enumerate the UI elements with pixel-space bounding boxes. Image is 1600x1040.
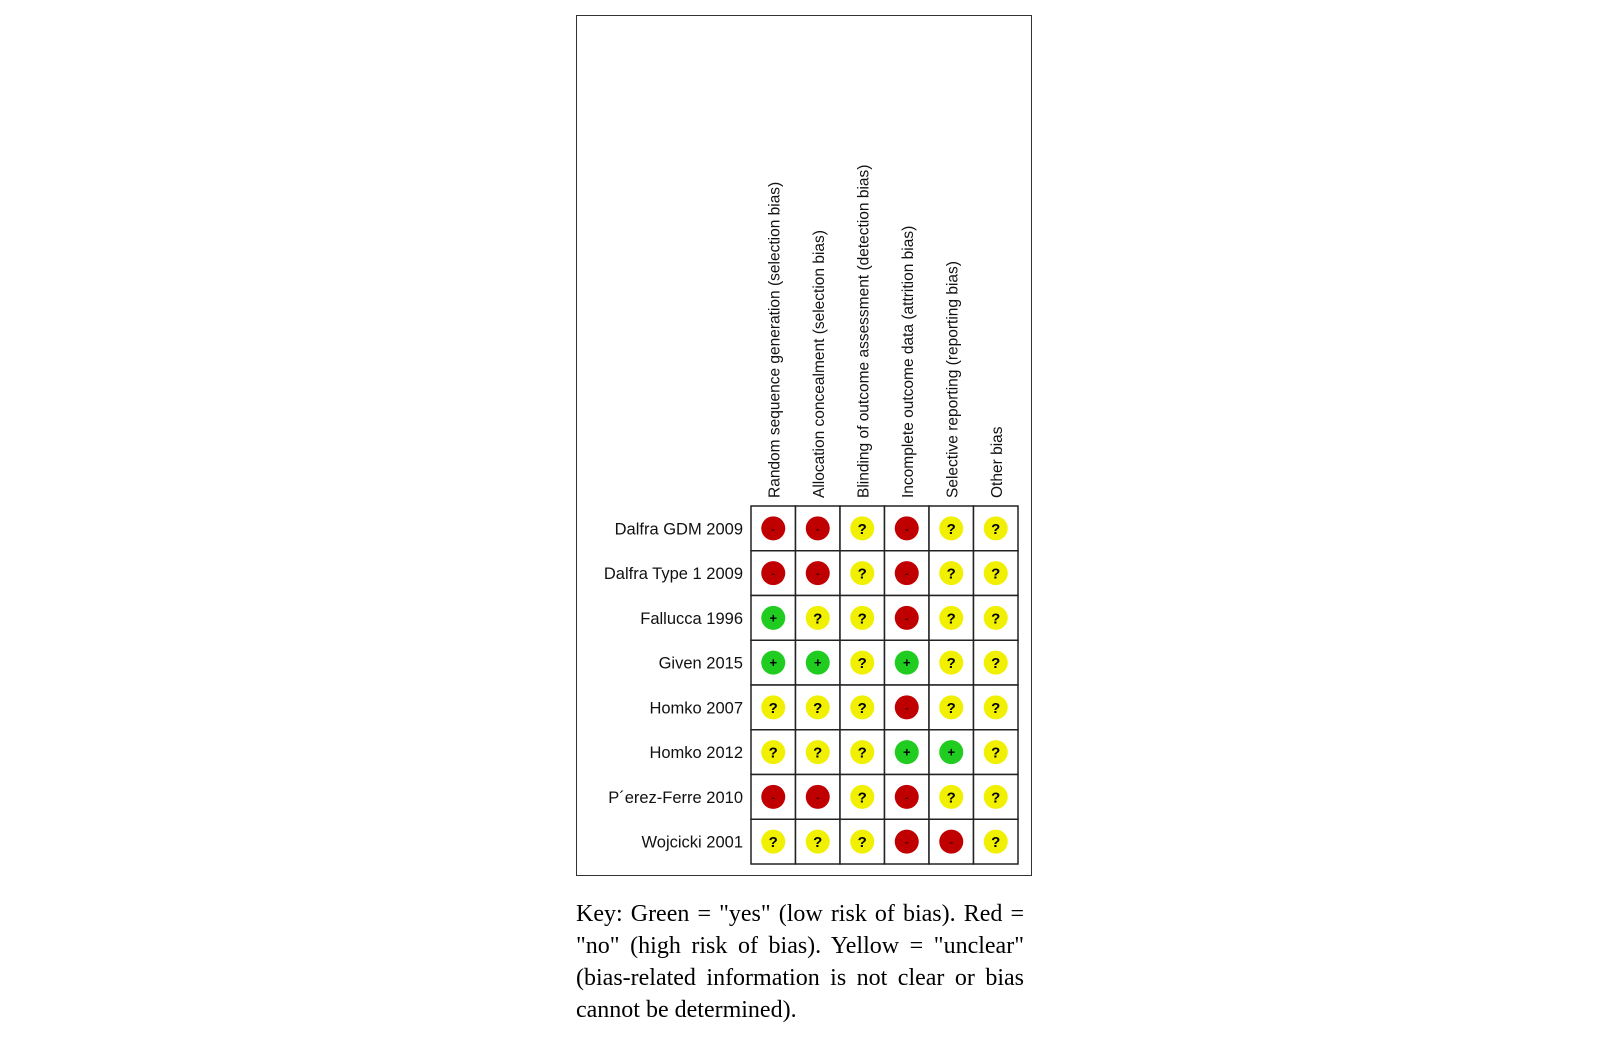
unclear-risk-symbol: ? bbox=[946, 655, 956, 673]
unclear-risk-symbol: ? bbox=[813, 834, 823, 852]
unclear-risk-symbol: ? bbox=[991, 565, 1001, 583]
unclear-risk-symbol: ? bbox=[946, 699, 956, 717]
unclear-risk-symbol: ? bbox=[991, 744, 1001, 762]
unclear-risk-symbol: ? bbox=[857, 744, 867, 762]
figure-caption: Key: Green = "yes" (low risk of bias). Red = "no" (high risk of bias). Yellow = "unclear" (bias-related information is not clear or bias cannot be determined). bbox=[576, 901, 1024, 1023]
high-risk-symbol: - bbox=[771, 791, 776, 804]
high-risk-symbol: - bbox=[815, 523, 820, 536]
unclear-risk-symbol: ? bbox=[857, 610, 867, 628]
unclear-risk-symbol: ? bbox=[946, 520, 956, 538]
domain-header: Random sequence generation (selection bias) bbox=[766, 181, 784, 498]
study-label: Dalfra GDM 2009 bbox=[614, 520, 743, 539]
domain-header: Blinding of outcome assessment (detection bias) bbox=[855, 164, 873, 498]
unclear-risk-symbol: ? bbox=[768, 744, 778, 762]
high-risk-symbol: - bbox=[771, 523, 776, 536]
domain-header: Allocation concealment (selection bias) bbox=[810, 230, 828, 498]
unclear-risk-symbol: ? bbox=[857, 520, 867, 538]
low-risk-symbol: + bbox=[947, 744, 956, 760]
high-risk-symbol: - bbox=[815, 791, 820, 804]
unclear-risk-symbol: ? bbox=[991, 520, 1001, 538]
high-risk-symbol: - bbox=[949, 836, 954, 849]
low-risk-symbol: + bbox=[769, 655, 778, 671]
domain-header: Selective reporting (reporting bias) bbox=[944, 261, 962, 498]
unclear-risk-symbol: ? bbox=[768, 699, 778, 717]
high-risk-symbol: - bbox=[771, 568, 776, 581]
low-risk-symbol: + bbox=[902, 655, 911, 671]
unclear-risk-symbol: ? bbox=[991, 834, 1001, 852]
study-label: Homko 2012 bbox=[649, 744, 743, 763]
unclear-risk-symbol: ? bbox=[946, 610, 956, 628]
unclear-risk-symbol: ? bbox=[768, 834, 778, 852]
low-risk-symbol: + bbox=[813, 655, 822, 671]
unclear-risk-symbol: ? bbox=[813, 699, 823, 717]
low-risk-symbol: + bbox=[902, 744, 911, 760]
high-risk-symbol: - bbox=[904, 791, 909, 804]
study-label: Homko 2007 bbox=[649, 699, 743, 718]
unclear-risk-symbol: ? bbox=[991, 655, 1001, 673]
unclear-risk-symbol: ? bbox=[991, 699, 1001, 717]
high-risk-symbol: - bbox=[904, 836, 909, 849]
high-risk-symbol: - bbox=[904, 702, 909, 715]
low-risk-symbol: + bbox=[769, 610, 778, 626]
domain-header: Incomplete outcome data (attrition bias) bbox=[899, 225, 917, 498]
unclear-risk-symbol: ? bbox=[857, 699, 867, 717]
unclear-risk-symbol: ? bbox=[991, 610, 1001, 628]
unclear-risk-symbol: ? bbox=[857, 565, 867, 583]
study-label: Given 2015 bbox=[658, 654, 743, 673]
unclear-risk-symbol: ? bbox=[991, 789, 1001, 807]
study-label: P´erez-Ferre 2010 bbox=[608, 788, 743, 807]
high-risk-symbol: - bbox=[904, 568, 909, 581]
unclear-risk-symbol: ? bbox=[857, 789, 867, 807]
study-label: Dalfra Type 1 2009 bbox=[603, 565, 743, 584]
high-risk-symbol: - bbox=[904, 612, 909, 625]
study-label: Fallucca 1996 bbox=[640, 609, 743, 628]
unclear-risk-symbol: ? bbox=[946, 789, 956, 807]
unclear-risk-symbol: ? bbox=[857, 655, 867, 673]
domain-header: Other bias bbox=[988, 426, 1006, 498]
unclear-risk-symbol: ? bbox=[857, 834, 867, 852]
high-risk-symbol: - bbox=[904, 523, 909, 536]
unclear-risk-symbol: ? bbox=[813, 744, 823, 762]
high-risk-symbol: - bbox=[815, 568, 820, 581]
study-label: Wojcicki 2001 bbox=[641, 833, 743, 852]
unclear-risk-symbol: ? bbox=[813, 610, 823, 628]
unclear-risk-symbol: ? bbox=[946, 565, 956, 583]
